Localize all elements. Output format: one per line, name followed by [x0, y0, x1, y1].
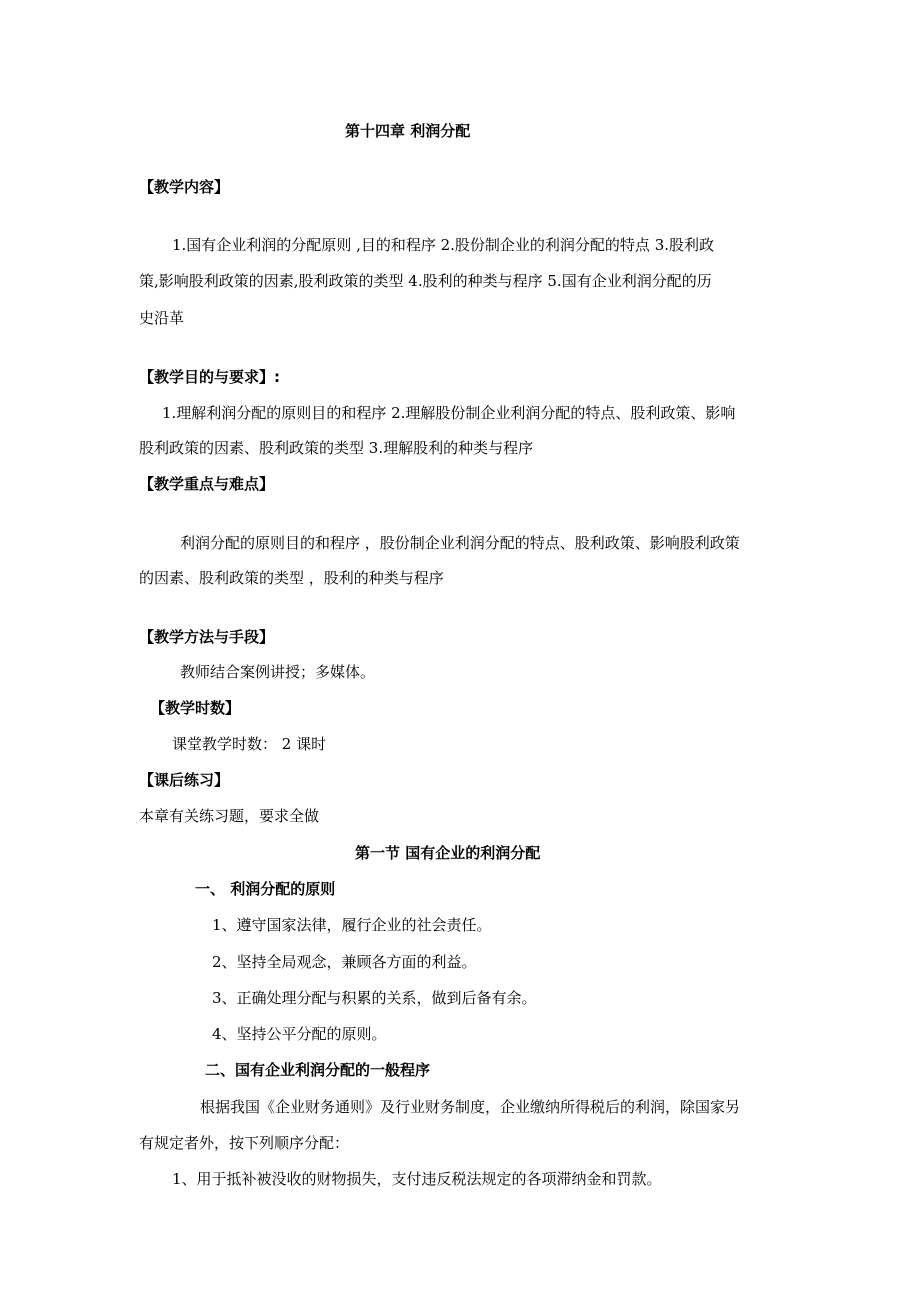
content-line-3: 史沿革: [139, 309, 185, 327]
exercises-line: 本章有关练习题，要求全做: [139, 807, 320, 825]
principle-item-1: 1、遵守国家法律，履行企业的社会责任。: [212, 916, 492, 934]
heading-hours: 【教学时数】: [150, 699, 241, 717]
chapter-title: 第十四章 利润分配: [345, 122, 471, 140]
content-line-2: 策,影响股利政策的因素,股利政策的类型 4.股利的种类与程序 5.国有企业利润分配的历: [139, 272, 712, 290]
heading-exercises: 【课后练习】: [139, 771, 230, 789]
key-points-line-1: 利润分配的原则目的和程序 ，股份制企业利润分配的特点、股利政策、影响股利政策: [180, 534, 740, 552]
principle-item-3: 3、正确处理分配与积累的关系，做到后备有余。: [212, 989, 537, 1007]
content-line-1: 1.国有企业利润的分配原则 ,目的和程序 2.股份制企业的利润分配的特点 3.股利政: [172, 236, 715, 254]
part1-heading: 一、 利润分配的原则: [195, 880, 336, 898]
hours-line: 课堂教学时数： 2 课时: [172, 735, 327, 753]
heading-key-points: 【教学重点与难点】: [139, 475, 275, 493]
heading-teaching-content: 【教学内容】: [139, 178, 230, 196]
goals-line-1: 1.理解利润分配的原则目的和程序 2.理解股份制企业利润分配的特点、股利政策、影响: [162, 404, 736, 422]
part2-intro-line-2: 有规定者外，按下列顺序分配：: [139, 1134, 350, 1152]
procedure-item-1: 1、用于抵补被没收的财物损失，支付违反税法规定的各项滞纳金和罚款。: [172, 1170, 662, 1188]
part2-intro-line-1: 根据我国《企业财务通则》及行业财务制度，企业缴纳所得税后的利润，除国家另: [200, 1098, 741, 1116]
key-points-line-2: 的因素、股利政策的类型 ，股利的种类与程序: [139, 569, 444, 587]
methods-line: 教师结合案例讲授；多媒体。: [180, 663, 376, 681]
heading-goals: 【教学目的与要求】:: [139, 368, 280, 386]
part2-heading: 二、国有企业利润分配的一般程序: [205, 1061, 431, 1079]
section1-title: 第一节 国有企业的利润分配: [355, 844, 541, 862]
principle-item-4: 4、坚持公平分配的原则。: [212, 1025, 387, 1043]
principle-item-2: 2、坚持全局观念，兼顾各方面的利益。: [212, 953, 477, 971]
heading-methods: 【教学方法与手段】: [139, 628, 275, 646]
goals-line-2: 股利政策的因素、股利政策的类型 3.理解股利的种类与程序: [139, 439, 534, 457]
